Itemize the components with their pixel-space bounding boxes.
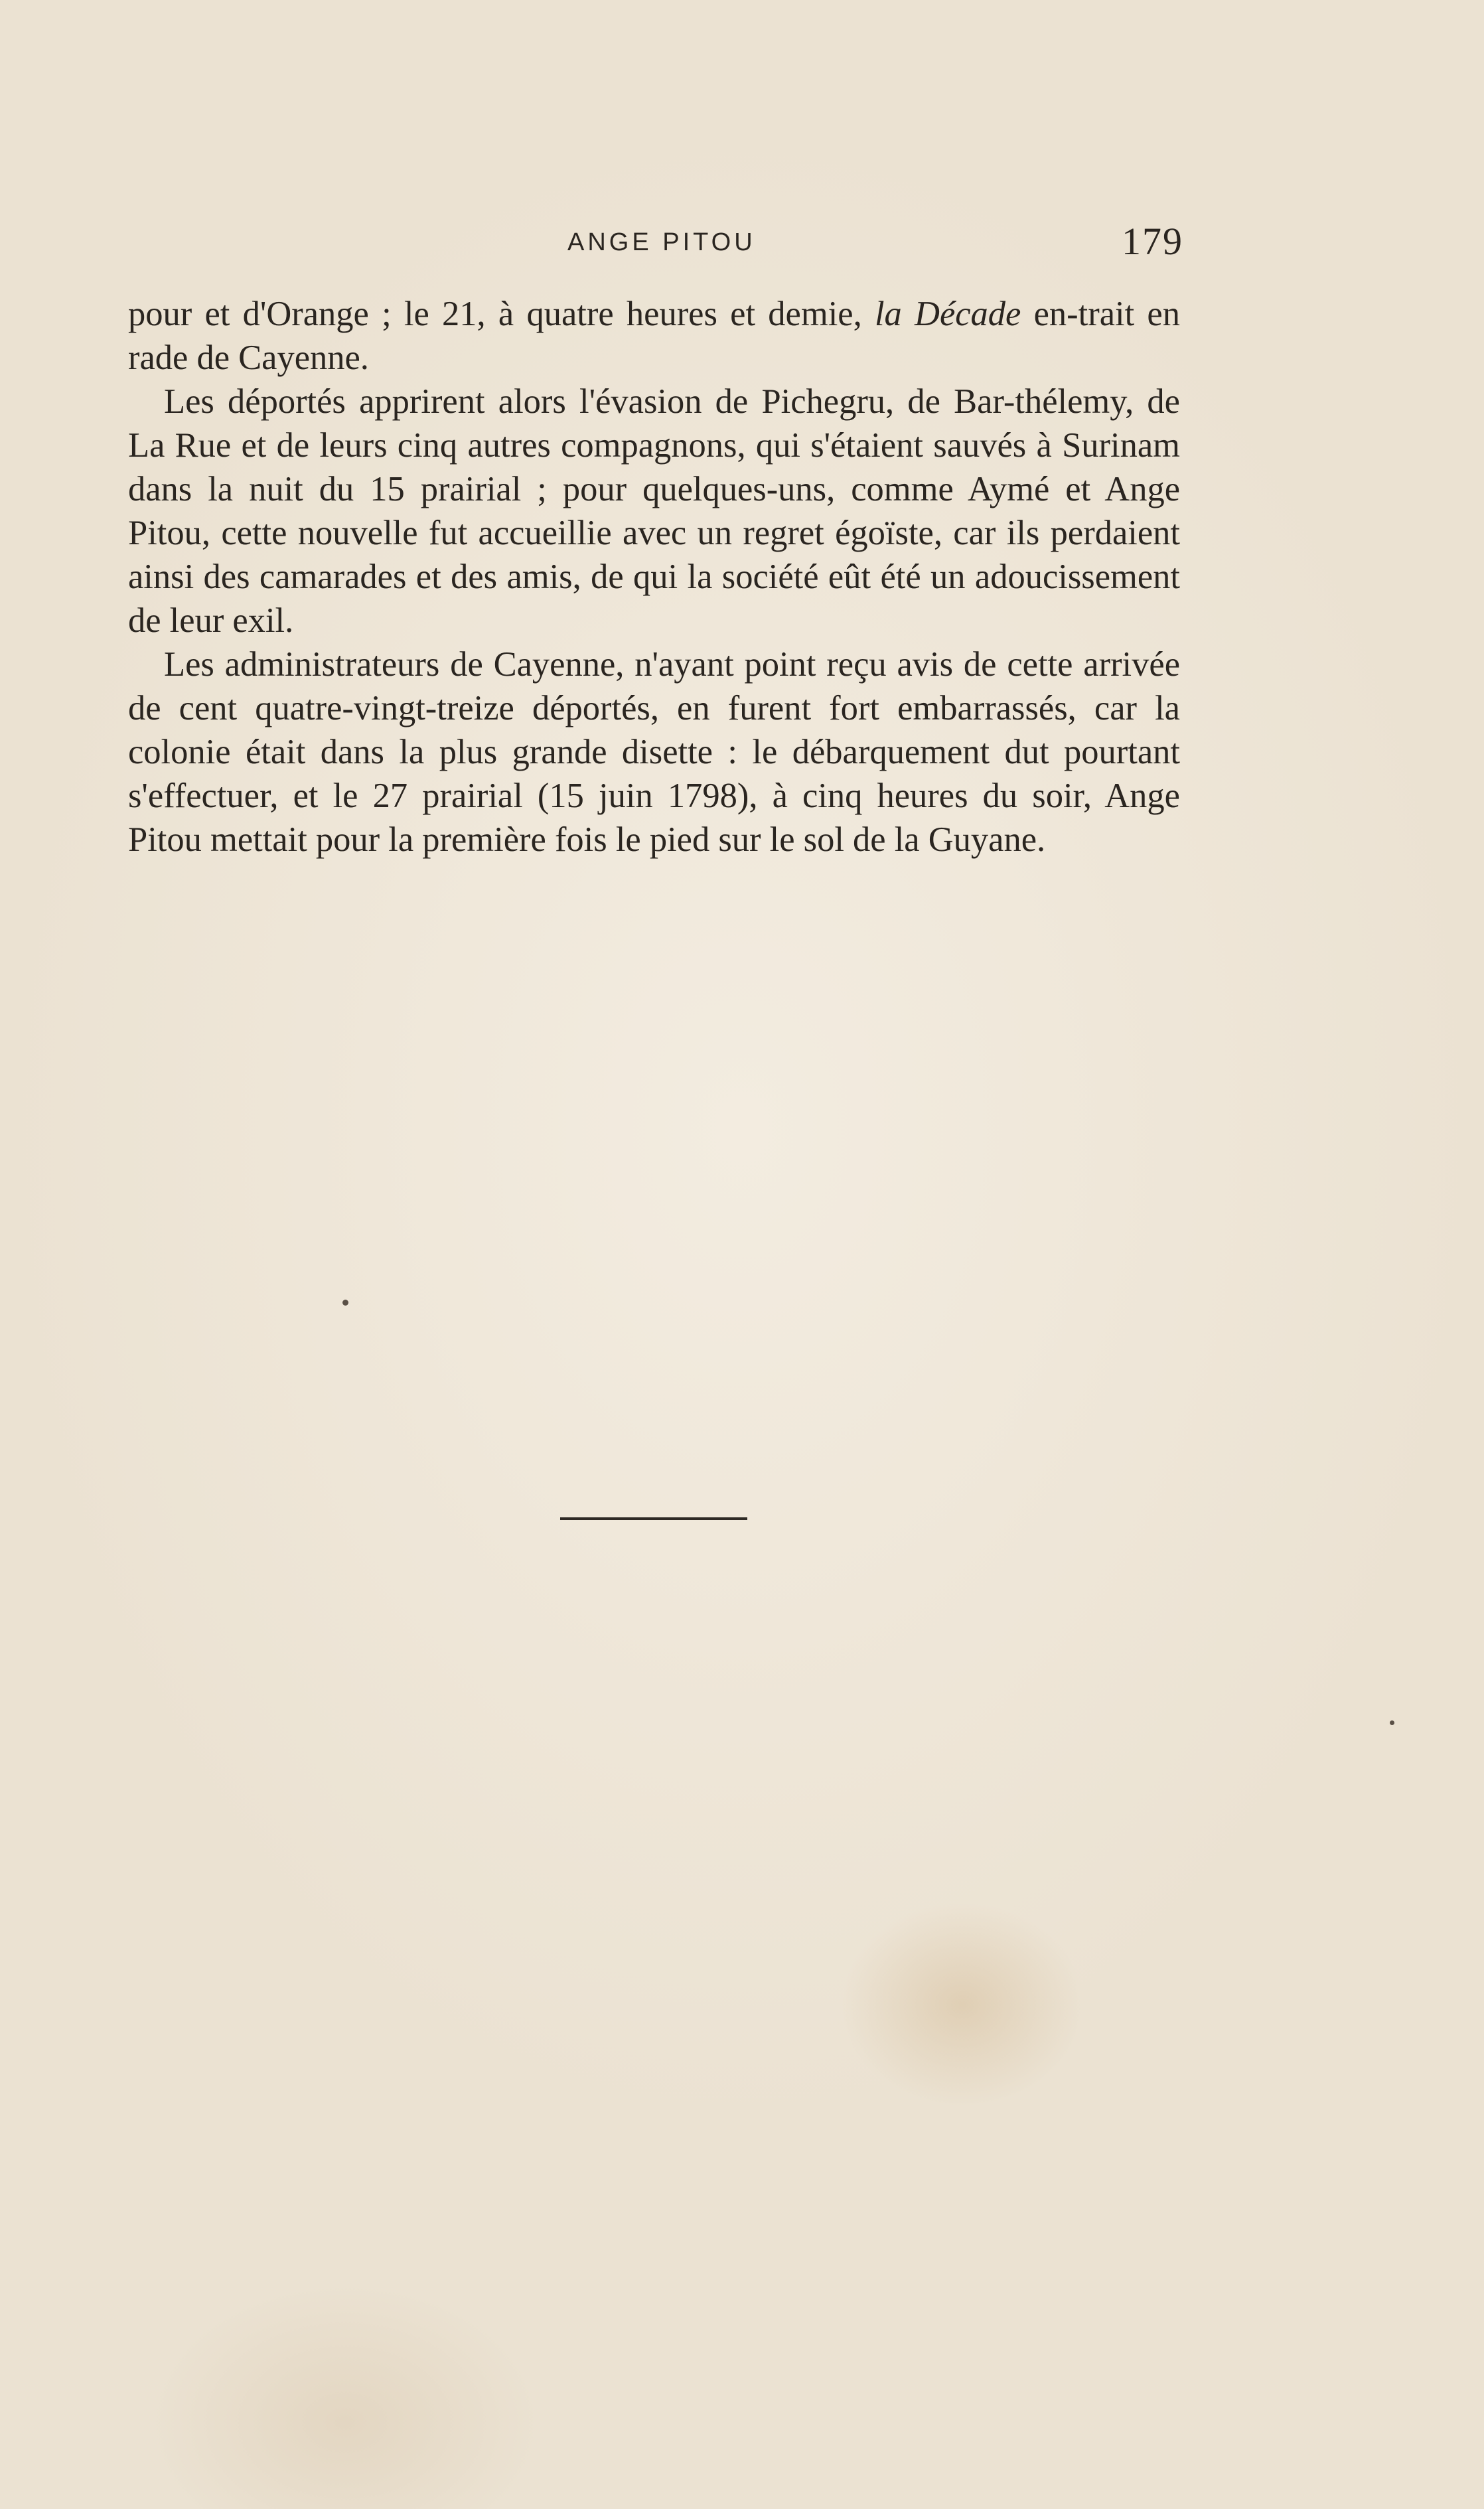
paper-speck: [1390, 1720, 1394, 1725]
paragraph-1-end: en-trait en rade de Cayenne.: [128, 295, 1180, 377]
paper-speck: [342, 1300, 348, 1306]
page-number: 179: [1122, 220, 1183, 263]
paragraph-1-start: pour et d'Orange ; le 21, à quatre heures et demie,: [128, 295, 875, 333]
paragraph-3: Les administrateurs de Cayenne, n'ayant point reçu avis de cette arrivée de cent quatre-vingt-treize déportés, en furent fort embarrassés, car la colonie était dans la plus grande disette : le débarquement dut pourtant s'effectuer, et le 27 prairial (15 juin 1798), à cinq heures du soir, Ange Pitou mettait pour la première fois le pied sur le sol de la Guyane.: [128, 645, 1180, 859]
ship-name: la Décade: [874, 295, 1021, 333]
running-title: ANGE PITOU: [567, 228, 756, 256]
paragraph-1: [128, 292, 1180, 380]
body-text: [128, 292, 1180, 862]
section-end-rule: [560, 1517, 747, 1520]
running-head: [0, 220, 1484, 269]
paragraph-2: Les déportés apprirent alors l'évasion de Pichegru, de Bar-thélemy, de La Rue et de leurs cinq autres compagnons, qui s'étaient sauvés à Surinam dans la nuit du 15 prairial ; pour quelques-uns, comme Aymé et Ange Pitou, cette nouvelle fut accueillie avec un regret égoïste, car ils perdaient ainsi des camarades et des amis, de qui la société eût été un adoucissement de leur exil.: [128, 382, 1180, 640]
